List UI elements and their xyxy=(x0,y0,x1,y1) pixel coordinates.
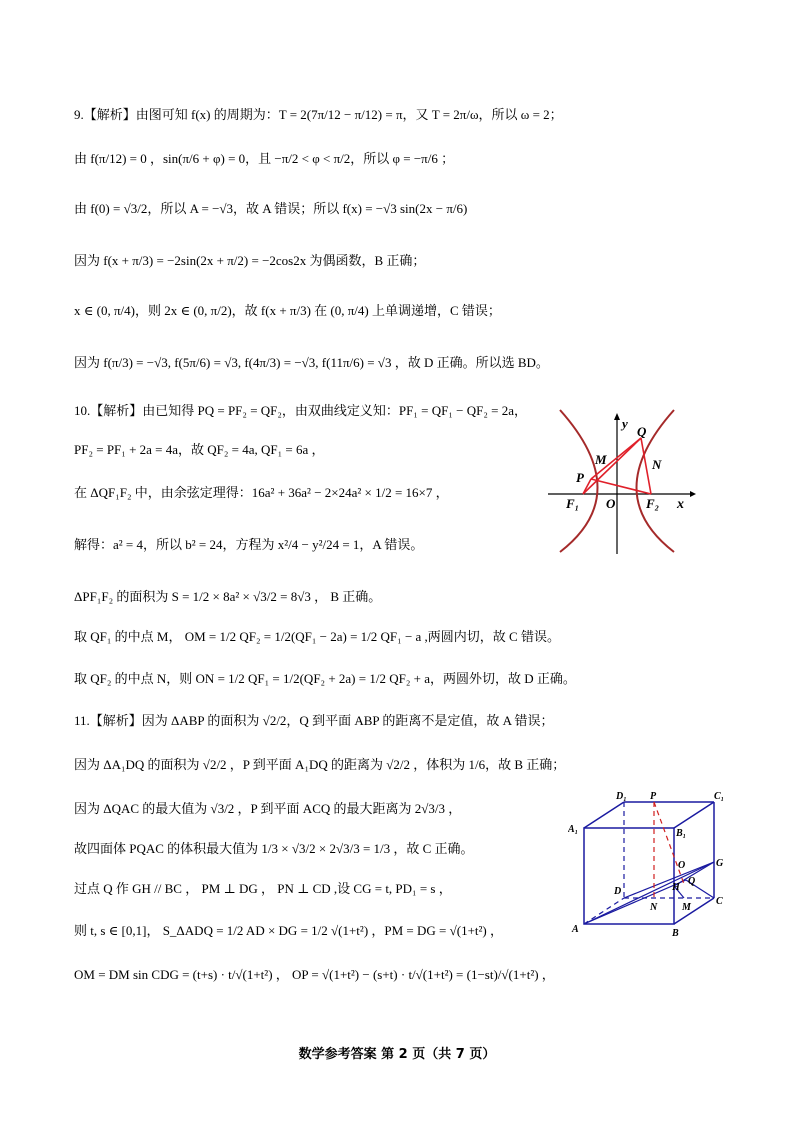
label-D: D xyxy=(614,886,622,897)
label-G: G xyxy=(716,858,724,869)
problem-9-line-4: 因为 f(x + π/3) = −2sin(2x + π/2) = −2cos2x 为偶函数，B 正确； xyxy=(74,253,426,268)
problem-11-line-3: 因为 ΔQAC 的最大值为 √3/2 ，P 到平面 ACQ 的最大距离为 2√3/3 ， xyxy=(74,801,462,816)
label-Q: Q xyxy=(688,876,696,887)
label-F2: F₂ xyxy=(646,496,660,511)
problem-9-line-2: 由 f(π/12) = 0 ，sin(π/6 + φ) = 0，且 −π/2 < φ < π/2，所以 φ = −π/6 ； xyxy=(74,151,455,166)
problem-11-line-7: OM = DM sin CDG = (t+s) · t/√(1+t²) ， OP = √(1+t²) − (s+t) · t/√(1+t²) = (1−st)/√(1+t²) ， xyxy=(74,967,555,982)
label-P: P xyxy=(576,470,584,485)
problem-10-line-1: 10.【解析】由已知得 PQ = PF₂ = QF₂，由双曲线定义知：PF₁ = QF₁ − QF₂ = 2a， xyxy=(74,403,527,418)
cube-front-face xyxy=(584,828,674,924)
problem-11-line-1: 11.【解析】因为 ΔABP 的面积为 √2/2，Q 到平面 ABP 的距离不是定值，故 A 错误； xyxy=(74,713,554,728)
label-P: P xyxy=(650,791,657,802)
problem-10-line-6: 取 QF₁ 的中点 M， OM = 1/2 QF₂ = 1/2(QF₁ − 2a) = 1/2 QF₁ − a ,两圆内切，故 C 错误。 xyxy=(74,629,560,644)
segment-F1Q xyxy=(583,438,641,494)
label-A: A xyxy=(572,924,579,935)
x-axis-arrow-icon xyxy=(690,491,696,497)
page-footer: 数学参考答案 第 2 页（共 7 页） xyxy=(298,1047,496,1062)
label-D1: D₁ xyxy=(616,791,627,802)
problem-9-line-5: x ∈ (0, π/4)，则 2x ∈ (0, π/2)，故 f(x + π/3) 在 (0, π/4) 上单调递增，C 错误； xyxy=(74,303,501,318)
problem-10-line-4: 解得：a² = 4，所以 b² = 24，方程为 x²/4 − y²/24 = 1，A 错误。 xyxy=(74,537,424,552)
label-N: N xyxy=(650,902,658,913)
problem-10-line-2: PF₂ = PF₁ + 2a = 4a，故 QF₂ = 4a, QF₁ = 6a ， xyxy=(74,442,325,457)
problem-9-line-1: 9.【解析】由图可知 f(x) 的周期为：T = 2(7π/12 − π/12) = π，又 T = 2π/ω，所以 ω = 2； xyxy=(74,107,563,122)
problem-11-line-4: 故四面体 PQAC 的体积最大值为 1/3 × √3/2 × 2√3/3 = 1/3 ，故 C 正确。 xyxy=(74,841,474,856)
label-N: N xyxy=(652,457,662,472)
problem-9-line-3: 由 f(0) = √3/2，所以 A = −√3，故 A 错误；所以 f(x) = −√3 sin(2x − π/6) xyxy=(74,201,468,216)
edge-B1C1 xyxy=(674,802,714,828)
segment-PM xyxy=(654,802,687,884)
problem-10-line-7: 取 QF₂ 的中点 N，则 ON = 1/2 QF₁ = 1/2(QF₂ + 2a) = 1/2 QF₂ + a，两圆外切，故 D 正确。 xyxy=(74,671,576,686)
label-F1: F₁ xyxy=(566,496,580,511)
segment-AQ xyxy=(584,880,686,924)
label-O: O xyxy=(678,860,686,871)
cube-figure xyxy=(568,790,728,940)
label-A1: A₁ xyxy=(568,824,579,835)
problem-10-line-5: ΔPF₁F₂ 的面积为 S = 1/2 × 8a² × √3/2 = 8√3 ， B 正确。 xyxy=(74,589,382,604)
label-B: B xyxy=(672,928,679,939)
segment-AG xyxy=(584,862,714,924)
segment-QF2 xyxy=(641,438,651,494)
edge-A1D1 xyxy=(584,802,624,828)
edge-BC xyxy=(674,898,714,924)
segment-PF2 xyxy=(591,479,651,494)
label-B1: B₁ xyxy=(676,828,687,839)
problem-9-line-6: 因为 f(π/3) = −√3, f(5π/6) = √3, f(4π/3) = −√3, f(11π/6) = √3 ，故 D 正确。所以选 BD。 xyxy=(74,355,549,370)
label-C: C xyxy=(716,896,723,907)
label-M: M xyxy=(595,452,607,467)
problem-10-line-3: 在 ΔQF₁F₂ 中，由余弦定理得：16a² + 36a² − 2×24a² × 1/2 = 16×7 ， xyxy=(74,485,449,500)
problem-11-line-5: 过点 Q 作 GH // BC ， PM ⊥ DG ， PN ⊥ CD ,设 CG = t, PD₁ = s ， xyxy=(74,881,452,896)
y-axis-arrow-icon xyxy=(614,413,620,420)
label-H: H xyxy=(672,882,680,893)
label-O: O xyxy=(606,496,616,511)
problem-11-line-2: 因为 ΔA₁DQ 的面积为 √2/2 ，P 到平面 A₁DQ 的距离为 √2/2 ，体积为 1/6，故 B 正确； xyxy=(74,757,566,772)
label-M: M xyxy=(682,902,691,913)
problem-11-line-6: 则 t, s ∈ [0,1]， S_ΔADQ = 1/2 AD × DG = 1/2 √(1+t²) ，PM = DG = √(1+t²) ， xyxy=(74,923,504,938)
label-C1: C₁ xyxy=(714,791,725,802)
label-y: y xyxy=(622,416,628,431)
edge-AD-hidden xyxy=(584,898,624,924)
label-Q: Q xyxy=(637,424,647,439)
hyperbola-figure xyxy=(540,402,700,557)
segment-DG xyxy=(624,862,714,898)
label-x: x xyxy=(677,497,684,512)
